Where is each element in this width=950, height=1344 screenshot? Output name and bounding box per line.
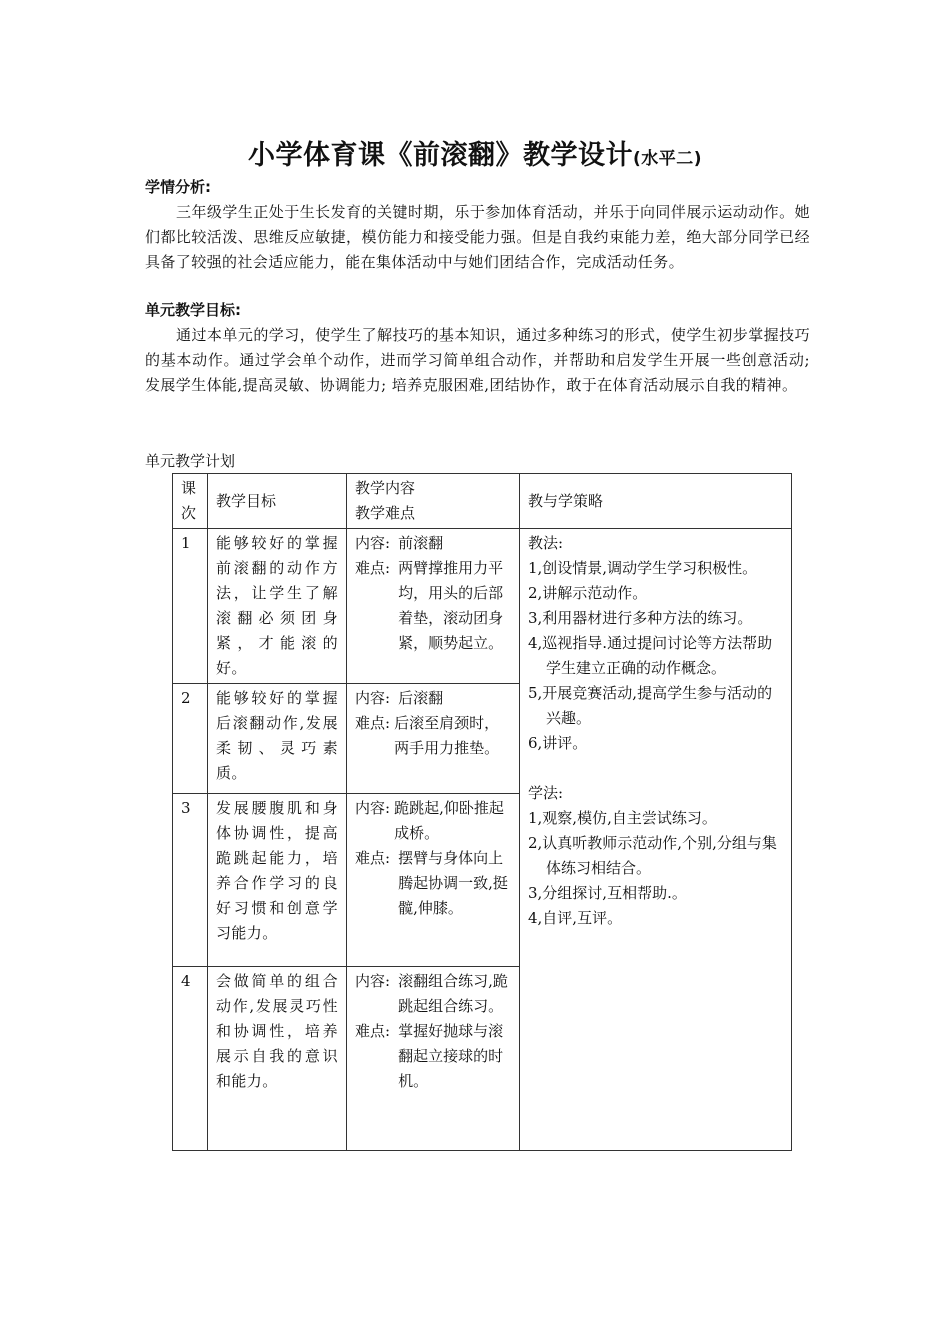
lesson-content-cell [347,967,520,1151]
learning-method-item: 1,观察,模仿,自主尝试练习。 [528,809,717,827]
header-strategy: 教与学策略 [520,474,792,529]
lesson-number: 3 [173,794,208,967]
difficulty-value: 掌握好抛球与滚翻起立接球的时机。 [398,1022,504,1090]
difficulty-label: 难点: [355,1022,391,1040]
table-caption: 单元教学计划 [145,452,236,470]
teaching-method-heading: 教法: [528,534,564,552]
title-main: 小学体育课《前滚翻》教学设计 [247,140,633,171]
lesson-goal: 能够较好的掌握前滚翻的动作方法，让学生了解滚翻必须团身紧，才能滚的好。 [208,529,347,684]
lesson-goal: 发展腰腹肌和身体协调性，提高跪跳起能力，培养合作学习的良好习惯和创意学习能力。 [208,794,347,967]
content-label: 内容: [355,534,391,552]
lesson-goal: 能够较好的掌握后滚翻动作,发展柔韧、灵巧素质。 [208,684,347,794]
content-value: 前滚翻 [398,534,444,552]
content-label: 内容: [355,972,391,990]
lesson-number: 4 [173,967,208,1151]
teaching-method-item: 6,讲评。 [528,734,588,752]
lesson-number: 1 [173,529,208,684]
teaching-method-item: 2,讲解示范动作。 [528,584,648,602]
learning-method-item: 4,自评,互评。 [528,909,623,927]
header-content [347,474,520,529]
strategy-cell [520,529,792,1151]
content-value: 滚翻组合练习,跪跳起组合练习。 [398,972,508,1015]
content-value: 后滚翻 [398,689,444,707]
lesson-content-cell [347,529,520,684]
teaching-method-item: 1,创设情景,调动学生学习积极性。 [528,559,758,577]
unit-goals-heading: 单元教学目标: [145,301,241,319]
header-lesson: 课次 [173,474,208,529]
learning-method-item: 3,分组探讨,互相帮助.。 [528,884,687,902]
table-header-row [173,474,792,529]
title-sub: (水平二) [632,149,703,169]
lesson-content-cell [347,794,520,967]
unit-plan-table [172,473,792,1151]
header-content-line2: 教学难点 [355,504,416,522]
student-analysis-text: 三年级学生正处于生长发育的关键时期，乐于参加体育活动，并乐于向同伴展示运动动作。她们都比较活泼、思维反应敏捷，模仿能力和接受能力强。但是自我约束能力差，绝大部分同学已经具备了较强的社会适应能力，能在集体活动中与她们团结合作，完成活动任务。 [145,203,810,271]
teaching-method-item: 4,巡视指导.通过提问讨论等方法帮助学生建立正确的动作概念。 [528,634,773,677]
page-title [0,133,950,172]
difficulty-label: 难点: [355,559,391,577]
teaching-method-item: 5,开展竞赛活动,提高学生参与活动的兴趣。 [528,684,773,727]
difficulty-label: 难点: [355,714,391,732]
unit-goals-text: 通过本单元的学习，使学生了解技巧的基本知识，通过多种练习的形式，使学生初步掌握技巧的基本动作。通过学会单个动作，进而学习简单组合动作，并帮助和启发学生开展一些创意活动; 发展学生体能,提高灵敏、协调能力; 培养克服困难,团结协作，敢于在体育活动展示自我的精神。 [145,326,810,394]
student-analysis-heading: 学情分析: [145,178,211,196]
unit-goals-section [145,298,810,398]
learning-method-heading: 学法: [528,784,564,802]
header-content-line1: 教学内容 [355,479,416,497]
student-analysis-section [145,175,810,275]
difficulty-value: 两臂撑推用力平均，用头的后部着垫，滚动团身紧，顺势起立。 [398,559,504,652]
lesson-number: 2 [173,684,208,794]
table-row [173,529,792,684]
learning-method-item: 2,认真听教师示范动作,个别,分组与集体练习相结合。 [528,834,777,877]
content-value: 跪跳起,仰卧推起成桥。 [394,799,504,842]
header-goal: 教学目标 [208,474,347,529]
lesson-goal: 会做简单的组合动作,发展灵巧性和协调性，培养展示自我的意识和能力。 [208,967,347,1151]
difficulty-label: 难点: [355,849,391,867]
difficulty-value: 后滚至肩颈时，两手用力推垫。 [394,714,500,757]
content-label: 内容: [355,689,391,707]
lesson-content-cell [347,684,520,794]
teaching-method-item: 3,利用器材进行多种方法的练习。 [528,609,753,627]
difficulty-value: 摆臂与身体向上腾起协调一致,挺髋,伸膝。 [398,849,508,917]
content-label: 内容: [355,799,391,817]
